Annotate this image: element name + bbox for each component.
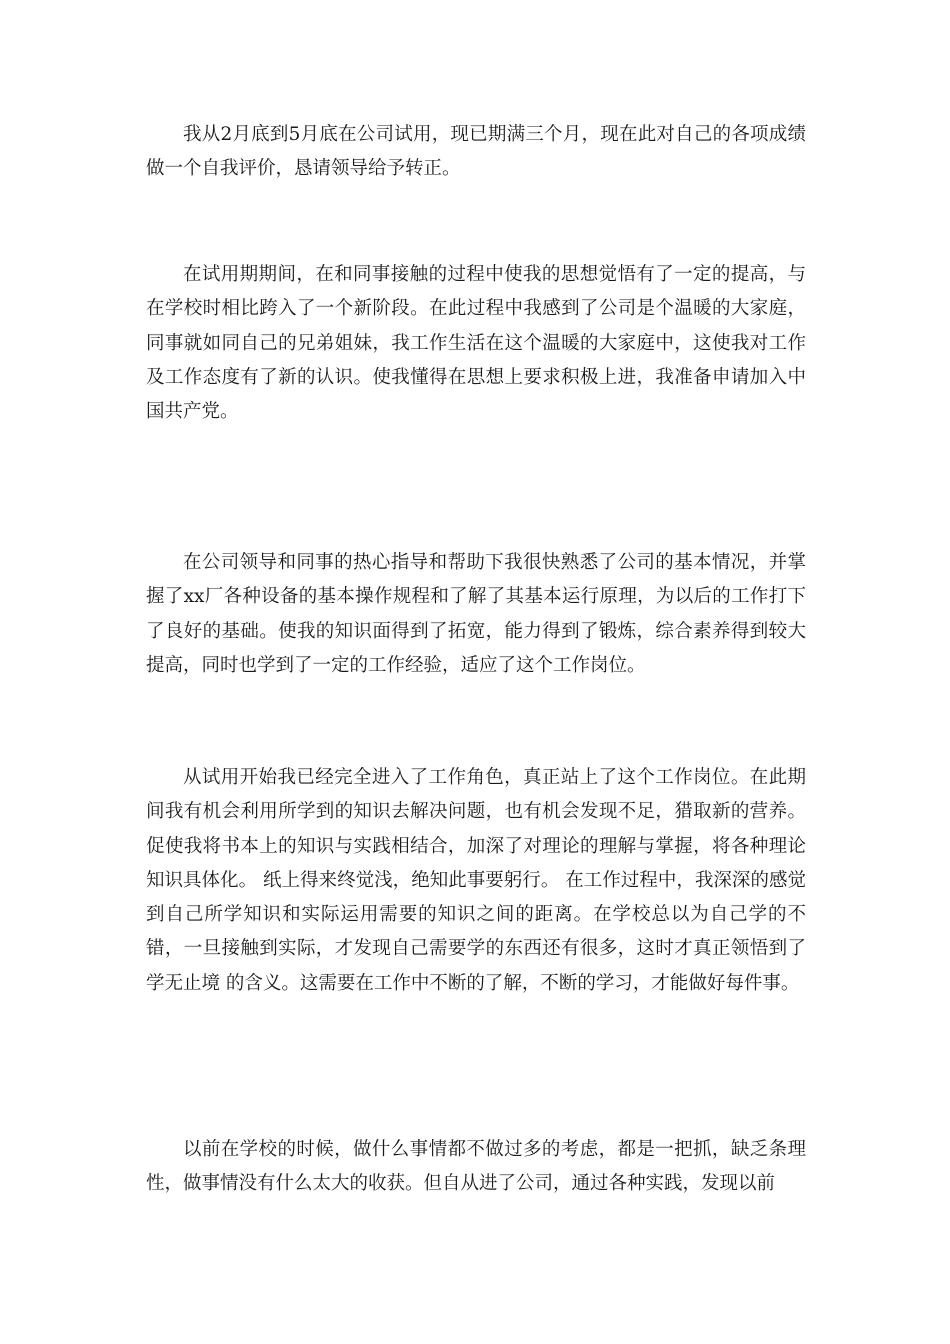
- paragraph-skills-learned: 在公司领导和同事的热心指导和帮助下我很快熟悉了公司的基本情况，并掌握了xx厂各种设备的基本操作规程和了解了其基本运行原理，为以后的工作打下了良好的基础。使我的知识面得到了拓宽，能力得到了锻炼，综合素养得到较大提高，同时也学到了一定的工作经验，适应了这个工作岗位。: [146, 552, 806, 676]
- paragraph-before-and-after: 以前在学校的时候，做什么事情都不做过多的考虑，都是一把抓，缺乏条理性，做事情没有什么太大的收获。但自从进了公司，通过各种实践，发现以前: [146, 1139, 806, 1195]
- paragraph-work-role: 从试用开始我已经完全进入了工作角色，真正站上了这个工作岗位。在此期间我有机会利用所学到的知识去解决问题，也有机会发现不足，猎取新的营养。促使我将书本上的知识与实践相结合，加深了对理论的理解与掌握，将各种理论知识具体化。 纸上得来终觉浅，绝知此事要躬行。 在工作过程中，我深深的感觉到自己所学知识和实际运用需要的知识之间的距离。在学校总以为自己学的不错，一旦接触到实际，才发现自己需要学的东西还有很多，这时才真正领悟到了 学无止境 的含义。这需要在工作中不断的了解，不断的学习，才能做好每件事。: [146, 767, 806, 994]
- paragraph-ideological-growth: 在试用期期间，在和同事接触的过程中使我的思想觉悟有了一定的提高，与在学校时相比跨入了一个新阶段。在此过程中我感到了公司是个温暖的大家庭，同事就如同自己的兄弟姐妹，我工作生活在这个温暖的大家庭中，这使我对工作及工作态度有了新的认识。使我懂得在思想上要求积极上进，我准备申请加入中国共产党。: [146, 264, 806, 423]
- paragraph-probation-intro: 我从2月底到5月底在公司试用，现已期满三个月，现在此对自己的各项成绩做一个自我评价，恳请领导给予转正。: [146, 124, 806, 180]
